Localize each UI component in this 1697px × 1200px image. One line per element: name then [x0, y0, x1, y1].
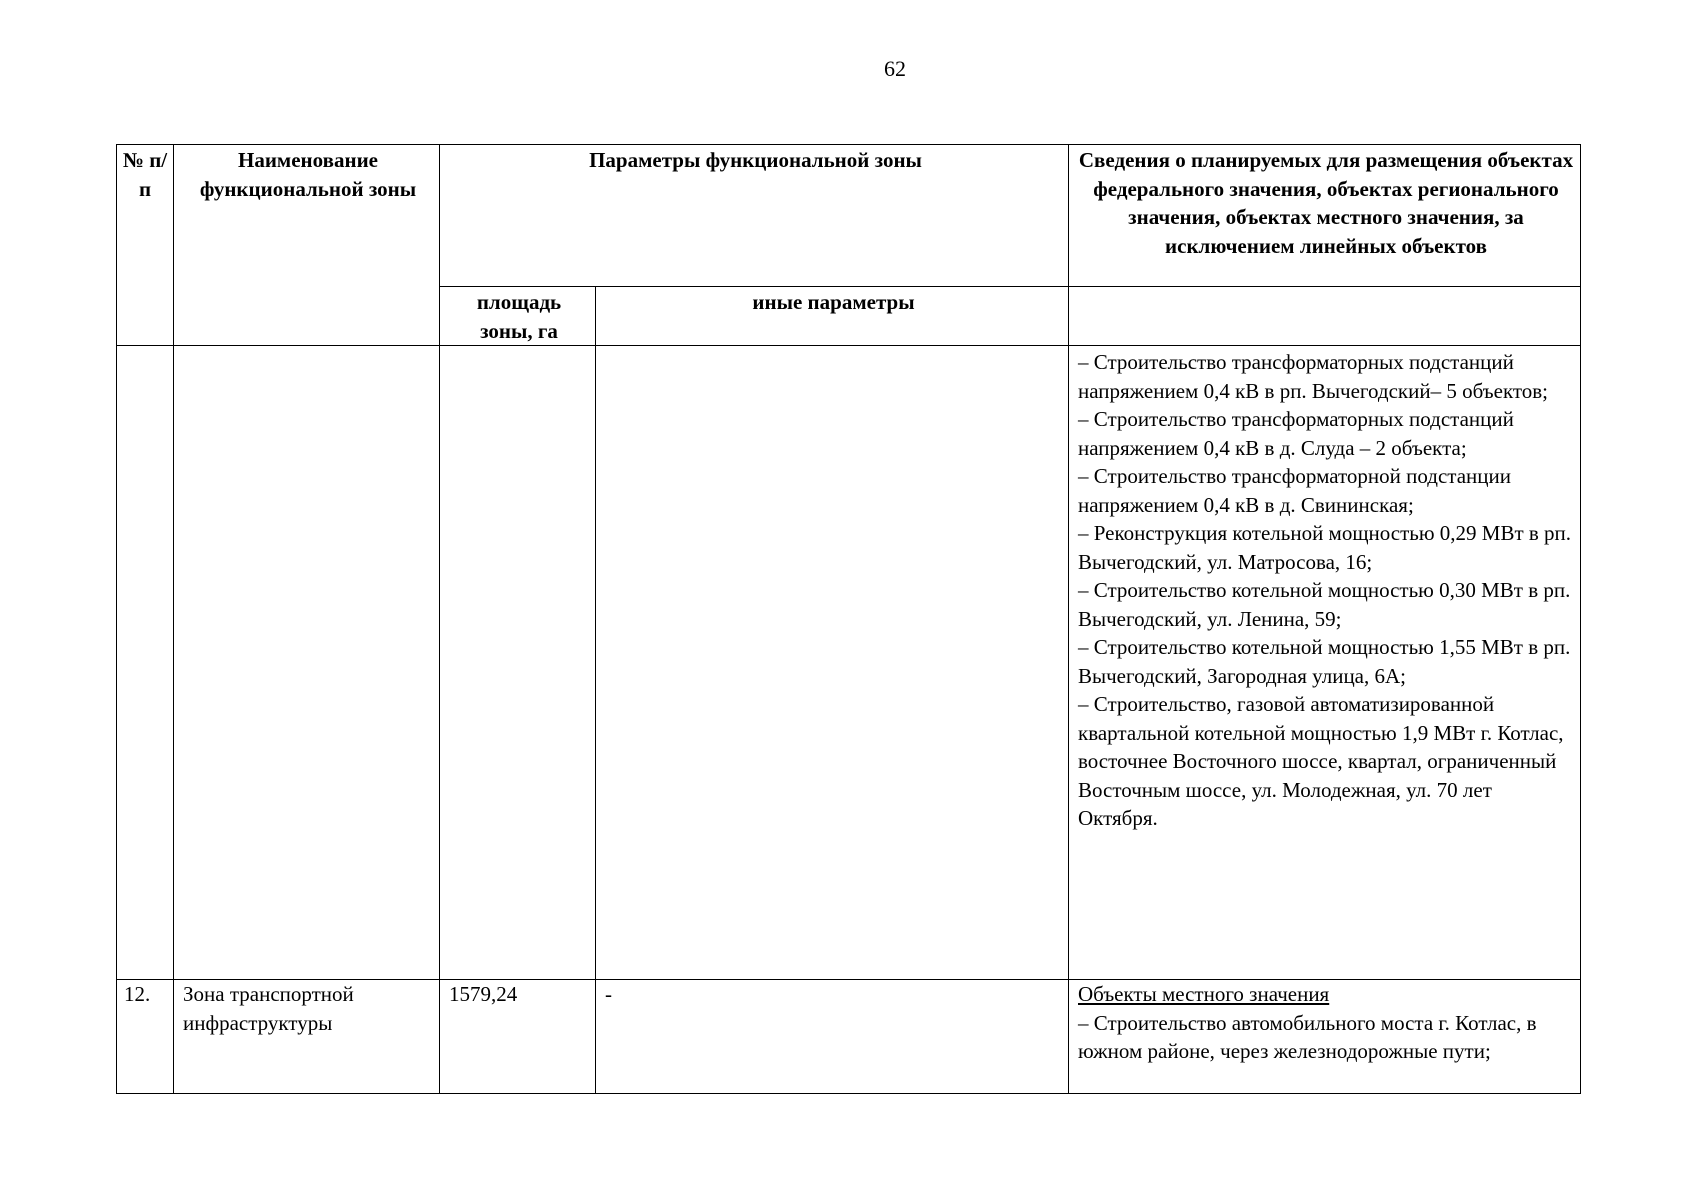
cell-num: 12.: [117, 980, 174, 1094]
header-planned-objects-sub: [1069, 287, 1581, 346]
cell-planned-objects: [1069, 980, 1581, 1094]
cell-num: [117, 346, 174, 980]
cell-zone-name: [174, 346, 440, 980]
header-planned-objects: Сведения о планируемых для размещения объектах федерального значения, объектах регионального значения, объектах местного значения, за исключением линейных объектов: [1069, 145, 1581, 287]
section-title: Объекты местного значения: [1078, 982, 1330, 1006]
cell-other-params: -: [596, 980, 1069, 1094]
cell-planned-objects: [1069, 346, 1581, 980]
header-zone-name: Наименование функциональной зоны: [174, 145, 440, 346]
table-row: [117, 980, 1581, 1094]
list-item: – Строительство котельной мощностью 1,55 МВт в рп. Вычегодский, Загородная улица, 6А;: [1078, 635, 1571, 688]
zones-table: [116, 144, 1581, 1094]
cell-other-params: [596, 346, 1069, 980]
header-area: площадь зоны, га: [440, 287, 596, 346]
list-item: – Реконструкция котельной мощностью 0,29 МВт в рп. Вычегодский, ул. Матросова, 16;: [1078, 521, 1572, 574]
header-zone-params: Параметры функциональной зоны: [440, 145, 1069, 287]
cell-area: 1579,24: [440, 980, 596, 1094]
header-other-params: иные параметры: [596, 287, 1069, 346]
page-number: 62: [884, 56, 906, 81]
list-item: – Строительство трансформаторной подстанции напряжением 0,4 кВ в д. Свининская;: [1078, 464, 1511, 517]
list-item: – Строительство трансформаторных подстанций напряжением 0,4 кВ в д. Слуда – 2 объекта;: [1078, 407, 1514, 460]
table-row: [117, 346, 1581, 980]
list-item: – Строительство, газовой автоматизированной квартальной котельной мощностью 1,9 МВт г. Котлас, восточнее Восточного шоссе, квартал, ограниченный Восточным шоссе, ул. Молодежная, ул. 70 лет Октября.: [1078, 692, 1564, 830]
list-item: – Строительство котельной мощностью 0,30 МВт в рп. Вычегодский, ул. Ленина, 59;: [1078, 578, 1571, 631]
header-num: № п/п: [117, 145, 174, 346]
cell-zone-name: Зона транспортной инфраструктуры: [174, 980, 440, 1094]
header-row: [117, 145, 1581, 287]
cell-area: [440, 346, 596, 980]
list-item: – Строительство автомобильного моста г. Котлас, в южном районе, через железнодорожные пути;: [1078, 1010, 1537, 1063]
list-item: – Строительство трансформаторных подстанций напряжением 0,4 кВ в рп. Вычегодский– 5 объектов;: [1078, 350, 1549, 403]
